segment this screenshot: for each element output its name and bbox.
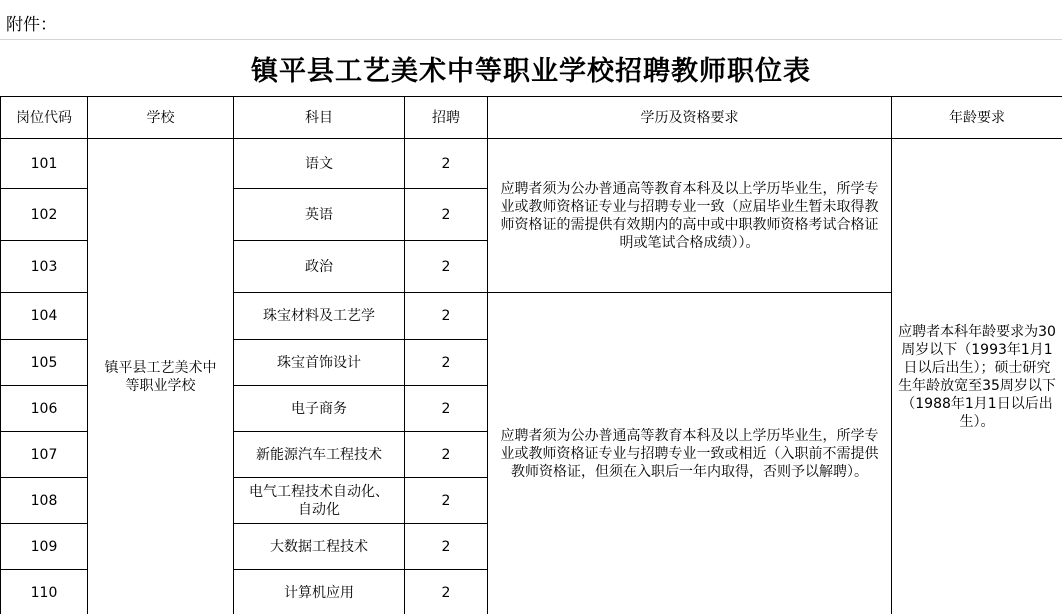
subject: 新能源汽车工程技术: [234, 432, 405, 478]
school-name-text: 镇平县工艺美术中等职业学校: [104, 360, 217, 394]
hire-count: 2: [405, 241, 488, 293]
header-subject: 科目: [234, 97, 405, 139]
hire-count: 2: [405, 432, 488, 478]
position-code: 101: [1, 139, 88, 189]
hire-count: 2: [405, 524, 488, 570]
header-age: 年龄要求: [892, 97, 1062, 139]
hire-count: 2: [405, 478, 488, 524]
position-code: 108: [1, 478, 88, 524]
table-row: [1, 139, 1062, 189]
page-title: 镇平县工艺美术中等职业学校招聘教师职位表: [251, 55, 811, 87]
position-code: 106: [1, 386, 88, 432]
position-code: 107: [1, 432, 88, 478]
subject: 语文: [234, 139, 405, 189]
hire-count: 2: [405, 386, 488, 432]
subject: 英语: [234, 189, 405, 241]
school-name: [88, 139, 234, 614]
age-requirement: 应聘者本科年龄要求为30周岁以下（1993年1月1日以后出生）；硕士研究生年龄放宽至35周岁以下（1988年1月1日以后出生）。: [892, 139, 1062, 614]
header-school: 学校: [88, 97, 234, 139]
header-count: 招聘: [405, 97, 488, 139]
position-code: 102: [1, 189, 88, 241]
header-code: 岗位代码: [1, 97, 88, 139]
subject-text: 电气工程技术自动化、自动化: [249, 483, 389, 518]
requirements-group-2: 应聘者须为公办普通高等教育本科及以上学历毕业生，所学专业或教师资格证专业与招聘专业一致或相近（入职前不需提供教师资格证，但须在入职后一年内取得，否则予以解聘）。: [488, 293, 892, 614]
position-code: 109: [1, 524, 88, 570]
position-code: 103: [1, 241, 88, 293]
position-code: 104: [1, 293, 88, 340]
hire-count: 2: [405, 570, 488, 614]
subject: 电子商务: [234, 386, 405, 432]
header-requirements: 学历及资格要求: [488, 97, 892, 139]
subject: 大数据工程技术: [234, 524, 405, 570]
subject: 政治: [234, 241, 405, 293]
attachment-label: 附件：: [6, 15, 57, 35]
position-code: 110: [1, 570, 88, 614]
requirements-group-1: 应聘者须为公办普通高等教育本科及以上学历毕业生，所学专业或教师资格证专业与招聘专业一致（应届毕业生暂未取得教师资格证的需提供有效期内的高中或中职教师资格考试合格证明或笔试合格成绩））。: [488, 139, 892, 293]
hire-count: 2: [405, 340, 488, 386]
subject: 珠宝首饰设计: [234, 340, 405, 386]
hire-count: 2: [405, 189, 488, 241]
subject: [234, 478, 405, 524]
header-row: [1, 97, 1062, 139]
subject: 珠宝材料及工艺学: [234, 293, 405, 340]
subject: 计算机应用: [234, 570, 405, 614]
hire-count: 2: [405, 139, 488, 189]
positions-table: [0, 96, 1062, 614]
hire-count: 2: [405, 293, 488, 340]
position-code: 105: [1, 340, 88, 386]
attachment-bar: [0, 0, 1062, 40]
